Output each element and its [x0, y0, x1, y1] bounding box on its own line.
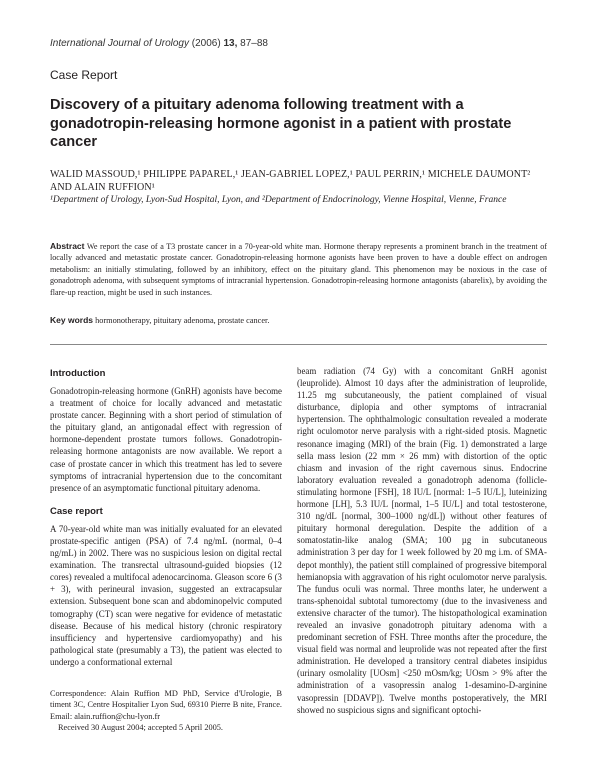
journal-volume: 13, [223, 38, 238, 49]
case-report-paragraph: A 70-year-old white man was initially evaluated for an elevated prostate-specific antigen (PSA) of 7.4 ng/mL (normal, 0–4 ng/mL) in 2002. There was no suspicious lesion on digital rectal examination. The transrectal ultrasound-guided biopsies (12 cores) revealed a multifocal adenocarcinoma. Gleason score 6 (3 + 3), with perineural invasion, suggested an extracapsular extension. Subsequent bone scan and abdominopelvic computed tomography (CT) scan were negative for evidence of metastatic disease. Because of his medical history (chronic respiratory insufficiency and hypertensive cardiomyopathy) and his pathological state (presumably a T3), the patient was elected to undergo a conformational external [50, 523, 282, 667]
received-dates: Received 30 August 2004; accepted 5 April 2005. [58, 723, 223, 733]
abstract-label: Abstract [50, 241, 85, 251]
intro-heading: Introduction [50, 368, 106, 379]
right-column [297, 365, 547, 716]
journal-year: (2006) [191, 38, 221, 49]
article-type-label: Case Report [50, 68, 118, 82]
case-report-continued-paragraph: beam radiation (74 Gy) with a concomitant GnRH agonist (leuprolide). Almost 10 days after the administration of leuprolide, 11.25 mg subcutaneously, the patient complained of visual disturbance, diplopia and other symptoms of intracranial hypertension. The ophthalmologic consultation revealed a moderate right oculomotor nerve paralysis with a right-sided ptosis. Magnetic resonance imaging (MRI) of the brain (Fig. 1) demonstrated a large sella mass lesion (22 mm × 26 mm) with distortion of the optic chiasm and invasion of the right cavernous sinus. Endocrine laboratory evaluation revealed a gonadotroph adenoma (follicle-stimulating hormone [FSH], 18 IU/L [normal: 1–5 IU/L], luteinizing hormone [LH], 5.3 IU/L [normal, 1–5 IU/L] and total testosterone, 310 ng/dL [normal, 300–1000 ng/dL]) without other features of pituitary hormonal deregulation. Despite the addition of a somatostatin-like analog (SMA; 100 µg in subcutaneous administration 3 per day for 1 week followed by 20 mg i.m. of SMA-depot monthly), the patient still complained of progressive bitemporal hemianopsia with aggravation of his right oculomotor nerve paralysis. The fundus oculi was normal. Three months later, he underwent a trans-sphenoidal subtotal tumorectomy (due to the invasiveness and extensive character of the tumor). The histopathological examination revealed an invasive gonadotroph pituitary adenoma with a predominant secretion of FSH. Three months after the procedure, the visual field was normal and leuprolide was not repeated after the first administration. He developed a transitory central diabetes insipidus (urinary osmolality [UOsm] <250 mOsm/kg; UOsm > 9% after the administration of a vasopressin analog 1-desamino-D-arginine vasopressin [DDAVP]). Twelve months postoperatively, the MRI showed no suspicious signs and significant optochi- [297, 366, 547, 715]
author-list: WALID MASSOUD,¹ PHILIPPE PAPAREL,¹ JEAN-GABRIEL LOPEZ,¹ PAUL PERRIN,¹ MICHELE DAUMONT² AND ALAIN RUFFION¹ [50, 169, 531, 193]
correspondence-text: Correspondence: Alain Ruffion MD PhD, Service d'Urologie, B timent 3C, Centre Hospitalier Lyon Sud, 69310 Pierre B nite, France. Email: alain.ruffion@chu-lyon.fr [50, 689, 282, 721]
keywords [50, 315, 547, 326]
author-affiliations: ¹Department of Urology, Lyon-Sud Hospital, Lyon, and ²Department of Endocrinology, Vienne Hospital, Vienne, France [50, 195, 507, 205]
journal-pages: 87–88 [240, 38, 268, 49]
case-report-heading: Case report [50, 505, 103, 517]
section-divider [50, 344, 547, 345]
intro-paragraph: Gonadotropin-releasing hormone (GnRH) agonists have become a treatment of choice for locally advanced and metastatic prostate cancer. Beginning with a short period of stimulation of the pituitary gland, an antigonadal effect with regression of hormone-dependent prostate tumors follows. Gonadotropin-releasing hormone antagonists are now available. We report a case of prostate cancer in which this treatment has led to severe symptoms of intracranial hypertension due to the concomitant presence of an asymptomatic functional pituitary adenoma. [50, 386, 282, 493]
keywords-text: hormonotherapy, pituitary adenoma, prostate cancer. [95, 316, 270, 325]
journal-name: International Journal of Urology [50, 38, 189, 49]
correspondence-footnote [50, 688, 282, 734]
left-column [50, 368, 282, 668]
abstract [50, 241, 547, 298]
journal-citation [50, 38, 268, 49]
abstract-text: We report the case of a T3 prostate cancer in a 70-year-old white man. Hormone therapy represents a prominent branch in the treatment of locally advanced and metastatic prostate cancer. Gonadotropin-releasing hormone agonists have been proven to have a double effect on androgen metabolism: an initially stimulating, followed by an inhibitory, effect on the pituitary gland. This phenomenon may be noxious in the case of gonadotroph adenoma, with subsequent symptoms of intracranial hypertension. Gonadotropin-releasing hormone antagonists (abarelix), by avoiding the flare-up reaction, might be used in such instances. [50, 242, 547, 297]
article-title: Discovery of a pituitary adenoma following treatment with a gonadotropin-releasing hormone agonist in a patient with prostate cancer [50, 97, 512, 150]
keywords-label: Key words [50, 315, 93, 325]
